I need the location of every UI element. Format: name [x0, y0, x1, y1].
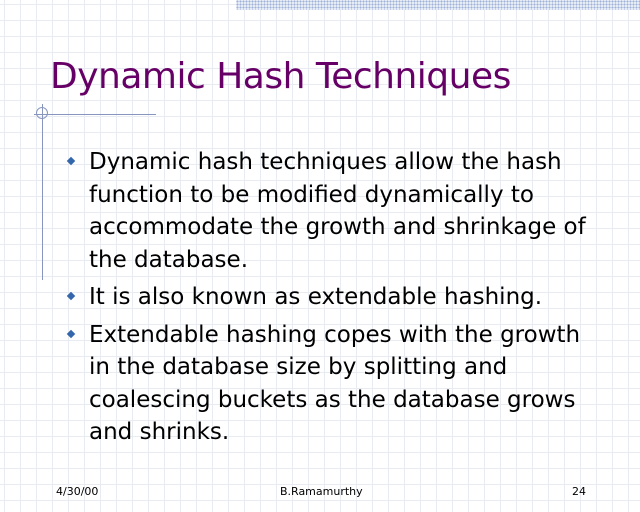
- footer-page-number: 24: [572, 485, 586, 498]
- diamond-bullet-icon: [67, 292, 75, 300]
- decorative-top-band: [236, 0, 640, 10]
- bullet-list: [66, 146, 606, 454]
- bullet-text: It is also known as extendable hashing.: [89, 284, 543, 310]
- bullet-text: Extendable hashing copes with the growth in the database size by splitting and coalescing buckets as the database grows and shrinks.: [89, 321, 581, 445]
- circle-ornament-icon: [36, 107, 48, 119]
- bullet-text: Dynamic hash techniques allow the hash function to be modified dynamically to accommodate the growth and shrinkage of the database.: [89, 149, 586, 273]
- diamond-bullet-icon: [67, 157, 75, 165]
- bullet-item: [66, 281, 606, 314]
- title-underline-decoration: [34, 114, 156, 115]
- bullet-item: [66, 146, 606, 276]
- vertical-rule-decoration: [42, 104, 43, 280]
- diamond-bullet-icon: [67, 329, 75, 337]
- slide-title: Dynamic Hash Techniques: [50, 56, 511, 97]
- footer-date: 4/30/00: [56, 485, 99, 498]
- bullet-item: [66, 319, 606, 449]
- footer-author: B.Ramamurthy: [280, 485, 363, 498]
